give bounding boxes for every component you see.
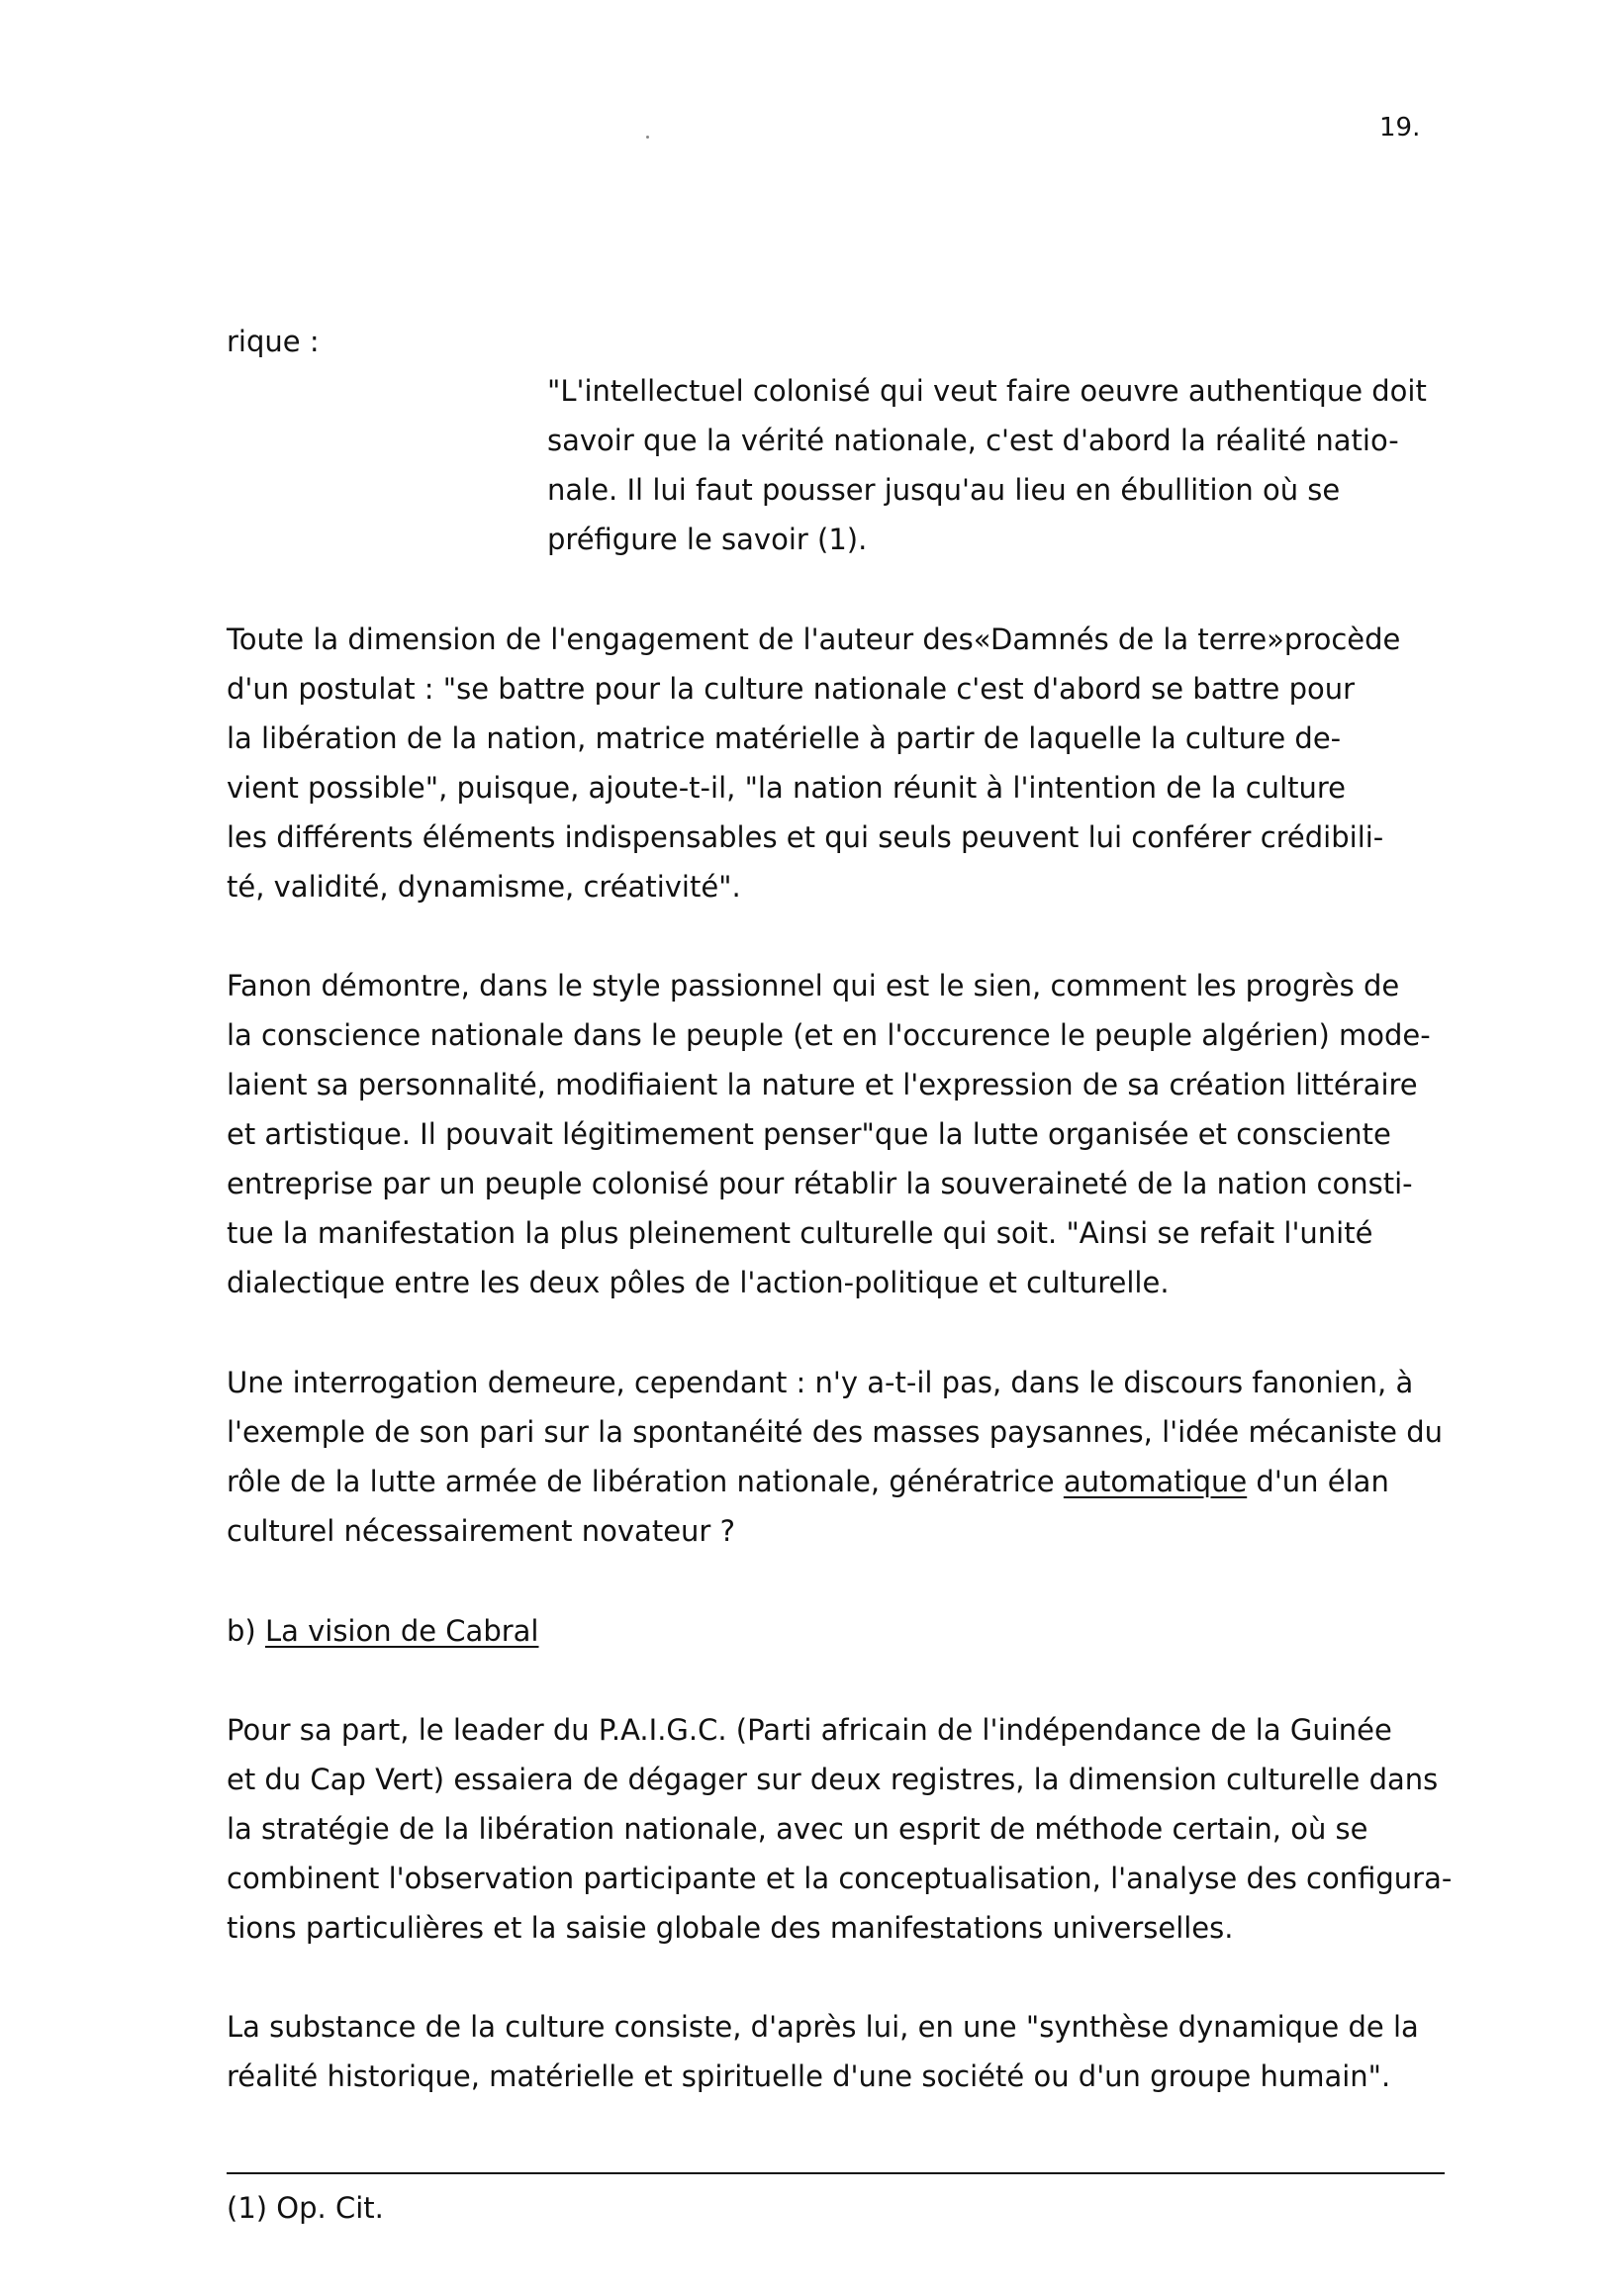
paragraph-line: et artistique. Il pouvait légitimement penser"que la lutte organisée et consciente	[227, 1117, 1391, 1151]
paragraph-line: té, validité, dynamisme, créativité".	[227, 870, 741, 904]
paragraph-line: Une interrogation demeure, cependant : n'y a-t-il pas, dans le discours fanonien, à	[227, 1366, 1414, 1399]
paragraph-line: d'un postulat : "se battre pour la culture nationale c'est d'abord se battre pour	[227, 672, 1356, 706]
paragraph-line: les différents éléments indispensables et qui seuls peuvent lui conférer crédibili-	[227, 820, 1384, 854]
paragraph-line: l'exemple de son pari sur la spontanéité des masses paysannes, l'idée mécaniste du	[227, 1415, 1444, 1449]
emphasis-underlined: automatique	[1063, 1465, 1248, 1498]
quote-line: préfigure le savoir (1).	[547, 523, 868, 556]
quote-line: nale. Il lui faut pousser jusqu'au lieu en ébullition où se	[547, 473, 1341, 507]
quote-line: "L'intellectuel colonisé qui veut faire oeuvre authentique doit	[547, 374, 1427, 408]
paragraph-line	[227, 1465, 1389, 1498]
paragraph-line: laient sa personnalité, modifiaient la nature et l'expression de sa création littéraire	[227, 1068, 1418, 1101]
footnote-rule	[227, 2172, 1445, 2174]
paragraph-line: La substance de la culture consiste, d'après lui, en une "synthèse dynamique de la	[227, 2010, 1419, 2044]
paragraph-line: tions particulières et la saisie globale des manifestations universelles.	[227, 1911, 1234, 1945]
section-heading	[227, 1614, 539, 1648]
paragraph-line: la conscience nationale dans le peuple (et en l'occurence le peuple algérien) mode-	[227, 1018, 1431, 1052]
intro-text: rique :	[227, 325, 320, 358]
paragraph-line: Toute la dimension de l'engagement de l'auteur des«Damnés de la terre»procède	[227, 622, 1401, 656]
paragraph-line: et du Cap Vert) essaiera de dégager sur deux registres, la dimension culturelle dans	[227, 1763, 1439, 1796]
section-prefix: b)	[227, 1614, 265, 1648]
line-text: d'un élan	[1247, 1465, 1389, 1498]
quote-line: savoir que la vérité nationale, c'est d'abord la réalité natio-	[547, 424, 1399, 457]
paragraph-line: combinent l'observation participante et la conceptualisation, l'analyse des configura-	[227, 1862, 1453, 1895]
paragraph-line: entreprise par un peuple colonisé pour rétablir la souveraineté de la nation consti-	[227, 1167, 1413, 1200]
paragraph-line: dialectique entre les deux pôles de l'action-politique et culturelle.	[227, 1266, 1170, 1299]
stray-speck	[646, 136, 649, 139]
line-text: rôle de la lutte armée de libération nationale, génératrice	[227, 1465, 1064, 1498]
paragraph-line: culturel nécessairement novateur ?	[227, 1514, 735, 1548]
section-title: La vision de Cabral	[264, 1614, 539, 1648]
paragraph-line: la libération de la nation, matrice matérielle à partir de laquelle la culture de-	[227, 721, 1342, 755]
paragraph-line: tue la manifestation la plus pleinement culturelle qui soit. "Ainsi se refait l'unité	[227, 1216, 1373, 1250]
page-number: 19.	[1379, 113, 1421, 143]
paragraph-line: Pour sa part, le leader du P.A.I.G.C. (Parti africain de l'indépendance de la Guinée	[227, 1713, 1392, 1747]
paragraph-line: la stratégie de la libération nationale, avec un esprit de méthode certain, où se	[227, 1812, 1368, 1846]
paragraph-line: Fanon démontre, dans le style passionnel qui est le sien, comment les progrès de	[227, 969, 1400, 1003]
paragraph-line: réalité historique, matérielle et spirituelle d'une société ou d'un groupe humain".	[227, 2059, 1391, 2093]
footnote: (1) Op. Cit.	[227, 2191, 384, 2225]
paragraph-line: vient possible", puisque, ajoute-t-il, "la nation réunit à l'intention de la culture	[227, 771, 1346, 805]
